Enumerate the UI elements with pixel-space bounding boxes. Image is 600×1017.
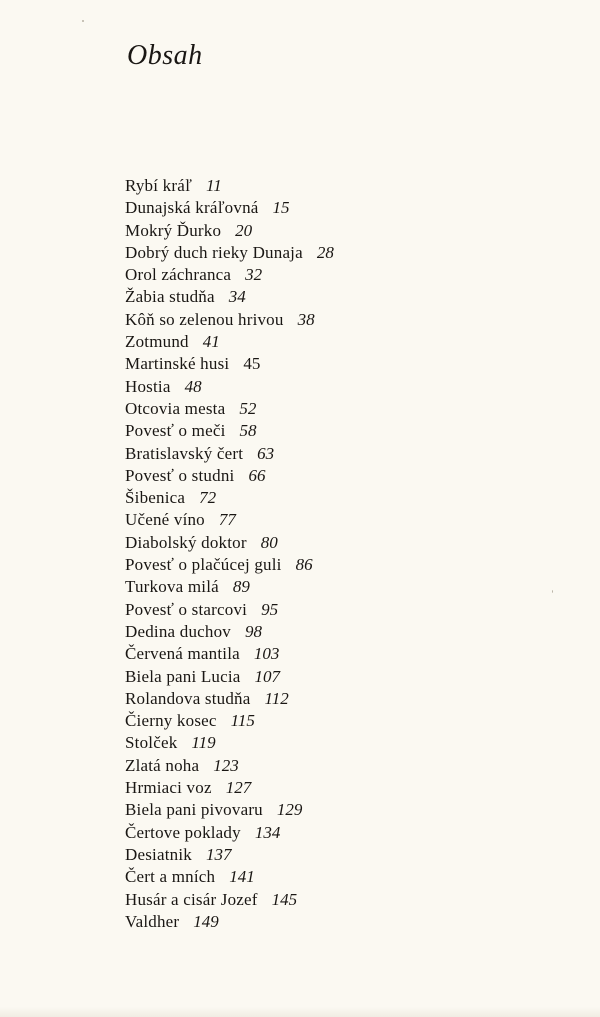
toc-entry-page: 145 xyxy=(271,889,298,909)
toc-entry xyxy=(125,331,334,353)
toc-entry-page: 134 xyxy=(254,822,281,842)
toc-entry-page: 149 xyxy=(193,911,219,931)
toc-entry-page: 28 xyxy=(316,242,334,262)
toc-entry xyxy=(125,799,334,821)
toc-entry xyxy=(125,398,334,420)
toc-entry-title: Biela pani Lucia xyxy=(125,666,241,686)
toc-entry-page: 119 xyxy=(191,733,216,753)
toc-entry-page: 66 xyxy=(248,465,266,485)
toc-entry-title: Otcovia mesta xyxy=(125,398,226,418)
toc-entry-page: 80 xyxy=(260,532,278,552)
toc-entry xyxy=(125,220,334,242)
toc-entry-title: Čertove poklady xyxy=(125,822,241,842)
toc-entry-title: Povesť o meči xyxy=(125,421,226,441)
table-of-contents xyxy=(125,175,334,933)
toc-entry xyxy=(125,710,334,732)
toc-entry-page: 137 xyxy=(205,844,232,864)
toc-entry-title: Dobrý duch rieky Dunaja xyxy=(125,242,303,262)
toc-entry-title: Dunajská kráľovná xyxy=(125,198,259,218)
paper-speck xyxy=(552,590,553,593)
toc-entry-page: 45 xyxy=(243,354,261,374)
toc-entry-page: 141 xyxy=(229,867,255,887)
toc-entry xyxy=(125,264,334,286)
toc-entry-page: 41 xyxy=(202,332,220,352)
toc-entry-title: Zotmund xyxy=(125,332,189,352)
toc-entry-page: 112 xyxy=(264,688,289,708)
paper-speck xyxy=(82,20,84,22)
toc-entry-title: Žabia studňa xyxy=(125,287,215,307)
page-bottom-edge xyxy=(0,1007,600,1017)
toc-entry xyxy=(125,777,334,799)
toc-entry-title: Turkova milá xyxy=(125,577,219,597)
toc-entry-title: Čert a mních xyxy=(125,867,216,887)
toc-entry-page: 20 xyxy=(235,220,253,240)
toc-entry xyxy=(125,688,334,710)
toc-entry-title: Povesť o starcovi xyxy=(125,599,248,619)
toc-entry xyxy=(125,889,334,911)
toc-entry-title: Povesť o plačúcej guli xyxy=(125,555,282,575)
toc-entry xyxy=(125,286,334,308)
toc-entry-title: Učené víno xyxy=(125,510,205,530)
toc-entry xyxy=(125,911,334,933)
toc-entry-page: 86 xyxy=(295,555,313,575)
toc-entry-title: Rolandova studňa xyxy=(125,688,251,708)
toc-entry xyxy=(125,509,334,531)
toc-entry-title: Biela pani pivovaru xyxy=(125,800,263,820)
toc-entry-title: Kôň so zelenou hrivou xyxy=(125,309,284,329)
toc-entry-page: 32 xyxy=(245,265,263,285)
toc-entry-page: 123 xyxy=(213,755,239,775)
toc-entry-title: Hrmiaci voz xyxy=(125,778,212,798)
toc-entry-title: Červená mantila xyxy=(125,644,240,664)
toc-entry-page: 63 xyxy=(257,443,275,463)
toc-entry-title: Valdher xyxy=(125,911,180,931)
toc-entry-title: Diabolský doktor xyxy=(125,532,247,552)
toc-entry-page: 58 xyxy=(239,421,257,441)
toc-entry-title: Stolček xyxy=(125,733,178,753)
toc-entry-title: Zlatá noha xyxy=(125,755,200,775)
toc-entry-page: 34 xyxy=(228,287,246,307)
toc-entry xyxy=(125,755,334,777)
toc-entry xyxy=(125,554,334,576)
toc-entry-page: 107 xyxy=(254,666,281,686)
toc-entry-title: Husár a cisár Jozef xyxy=(125,889,258,909)
toc-entry xyxy=(125,353,334,375)
toc-entry-page: 89 xyxy=(232,577,250,597)
toc-entry-page: 127 xyxy=(225,778,252,798)
toc-entry-title: Martinské husi xyxy=(125,354,230,374)
toc-entry xyxy=(125,643,334,665)
toc-entry-title: Mokrý Ďurko xyxy=(125,220,222,240)
toc-entry-title: Dedina duchov xyxy=(125,621,231,641)
toc-entry xyxy=(125,844,334,866)
toc-entry xyxy=(125,576,334,598)
toc-entry-page: 11 xyxy=(206,176,222,195)
toc-entry-title: Orol záchranca xyxy=(125,265,232,285)
toc-entry-page: 52 xyxy=(239,398,257,418)
toc-entry-title: Hostia xyxy=(125,376,171,396)
toc-entry-title: Čierny kosec xyxy=(125,711,217,731)
toc-entry xyxy=(125,599,334,621)
toc-entry xyxy=(125,197,334,219)
toc-entry-title: Desiatnik xyxy=(125,844,192,864)
toc-entry-page: 38 xyxy=(297,309,315,329)
toc-entry xyxy=(125,309,334,331)
toc-entry-page: 98 xyxy=(245,621,262,641)
toc-entry-title: Bratislavský čert xyxy=(125,443,244,463)
toc-entry xyxy=(125,242,334,264)
toc-entry-title: Rybí kráľ xyxy=(125,176,193,195)
toc-entry xyxy=(125,666,334,688)
toc-entry-title: Šibenica xyxy=(125,488,186,508)
toc-entry-page: 77 xyxy=(218,510,236,530)
toc-entry xyxy=(125,175,334,197)
toc-entry-title: Povesť o studni xyxy=(125,465,235,485)
toc-entry xyxy=(125,822,334,844)
toc-entry xyxy=(125,866,334,888)
toc-entry-page: 115 xyxy=(230,711,255,731)
toc-entry-page: 15 xyxy=(272,198,290,218)
toc-entry xyxy=(125,487,334,509)
toc-entry xyxy=(125,732,334,754)
toc-entry xyxy=(125,443,334,465)
toc-entry-page: 95 xyxy=(261,599,279,619)
toc-entry xyxy=(125,376,334,398)
page-title: Obsah xyxy=(127,40,203,71)
toc-entry xyxy=(125,420,334,442)
toc-entry-page: 129 xyxy=(276,800,303,820)
toc-entry xyxy=(125,621,334,643)
toc-entry-page: 103 xyxy=(253,644,280,664)
toc-entry-page: 72 xyxy=(199,488,217,508)
toc-entry-page: 48 xyxy=(184,376,202,396)
toc-entry xyxy=(125,532,334,554)
toc-entry xyxy=(125,465,334,487)
